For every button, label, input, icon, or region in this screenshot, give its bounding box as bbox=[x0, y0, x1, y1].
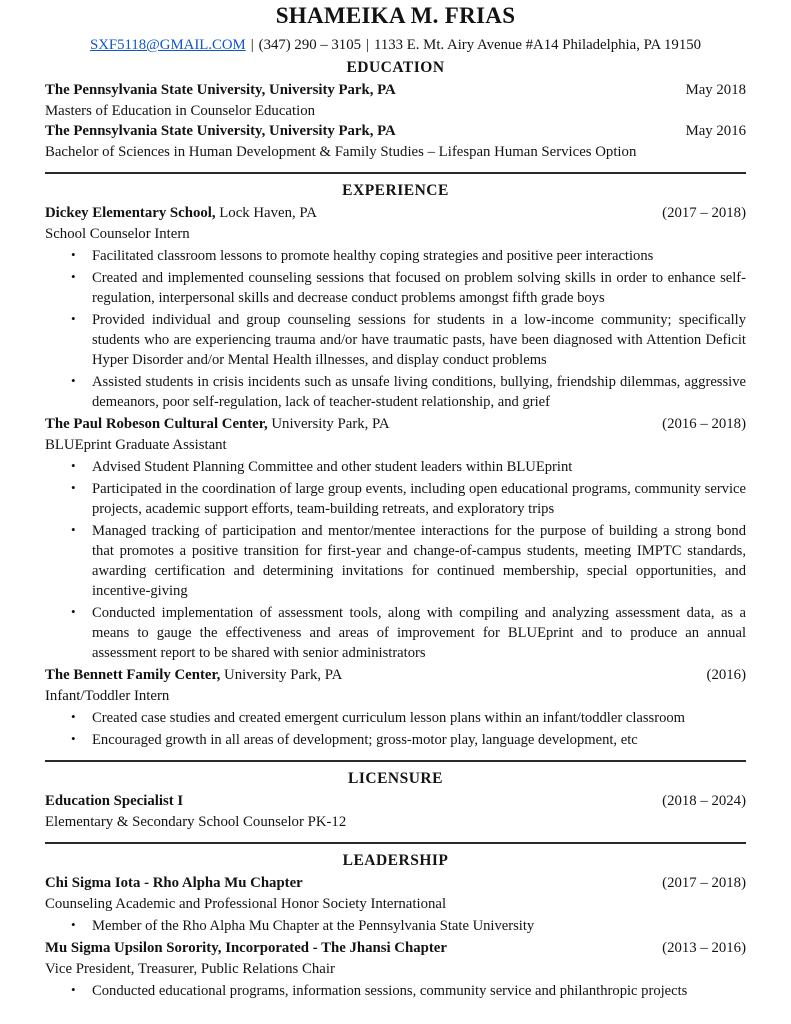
section-leadership bbox=[45, 851, 746, 1001]
bullet-item bbox=[45, 981, 746, 1001]
bullet-list bbox=[45, 981, 746, 1001]
entry-title bbox=[45, 203, 317, 224]
education-entry bbox=[45, 80, 746, 121]
section-heading-licensure: LICENSURE bbox=[348, 770, 443, 787]
bullet-marker: • bbox=[71, 917, 76, 932]
bullet-marker: • bbox=[71, 458, 76, 473]
entry-header bbox=[45, 873, 746, 894]
entry-header bbox=[45, 203, 746, 224]
bullet-marker: • bbox=[71, 247, 76, 262]
entry-header bbox=[45, 414, 746, 435]
section-heading-experience: EXPERIENCE bbox=[342, 182, 449, 199]
bullet-item bbox=[45, 310, 746, 370]
bullet-marker: • bbox=[71, 269, 76, 284]
leadership-entry bbox=[45, 873, 746, 936]
bullet-list bbox=[45, 916, 746, 936]
entry-subtitle: Vice President, Treasurer, Public Relations Chair bbox=[45, 960, 335, 977]
entry-subtitle: Counseling Academic and Professional Honor Society International bbox=[45, 895, 447, 912]
experience-entry bbox=[45, 665, 746, 750]
entry-subtitle: Masters of Education in Counselor Education bbox=[45, 102, 315, 119]
section-divider bbox=[45, 760, 746, 762]
entry-date: (2016 – 2018) bbox=[662, 416, 746, 432]
entry-org-location: University Park, PA bbox=[267, 416, 390, 432]
entry-role: School Counselor Intern bbox=[45, 225, 190, 242]
entry-org-name: Dickey Elementary School, bbox=[45, 205, 216, 221]
entry-license-name: Education Specialist I bbox=[45, 793, 184, 809]
address-text: 1133 E. Mt. Airy Avenue #A14 Philadelphia, PA 19150 bbox=[373, 37, 702, 53]
phone-text: (347) 290 – 3105 bbox=[258, 37, 362, 53]
bullet-item bbox=[45, 603, 746, 663]
section-education bbox=[45, 58, 746, 162]
entry-date: (2017 – 2018) bbox=[662, 875, 746, 891]
entry-header bbox=[45, 121, 746, 142]
bullet-marker: • bbox=[71, 522, 76, 537]
section-divider bbox=[45, 842, 746, 844]
bullet-list bbox=[45, 457, 746, 663]
email-link[interactable]: SXF5118@GMAIL.COM bbox=[89, 37, 246, 53]
entry-title bbox=[45, 80, 396, 101]
bullet-item bbox=[45, 246, 746, 266]
bullet-text: Facilitated classroom lessons to promote healthy coping strategies and positive peer interactions bbox=[92, 248, 654, 264]
entry-header bbox=[45, 80, 746, 101]
entry-subtitle: Bachelor of Sciences in Human Development & Family Studies – Lifespan Human Services Option bbox=[45, 143, 637, 160]
leadership-entry bbox=[45, 938, 746, 1001]
bullet-text: Conducted implementation of assessment tools, along with compiling and analyzing assessment data, as a means to gauge the effectiveness and areas of improvement for BLUEprint and to produce an annual assessment report to be shared with senior administrators bbox=[92, 605, 746, 661]
section-licensure bbox=[45, 769, 746, 832]
education-entry bbox=[45, 121, 746, 162]
entry-date: (2018 – 2024) bbox=[662, 793, 746, 809]
bullet-text: Created and implemented counseling sessions that focused on problem solving skills in order to enhance self-regulation, interpersonal skills and decrease conduct problems amongst fifth grade boys bbox=[92, 270, 746, 306]
bullet-marker: • bbox=[71, 982, 76, 997]
entry-org-location: University Park, PA bbox=[220, 667, 343, 683]
bullet-marker: • bbox=[71, 480, 76, 495]
entry-header bbox=[45, 665, 746, 686]
entry-date: May 2016 bbox=[685, 123, 746, 139]
entry-org-name: The Paul Robeson Cultural Center, bbox=[45, 416, 268, 432]
entry-title bbox=[45, 414, 390, 435]
entry-header bbox=[45, 791, 746, 812]
bullet-text: Participated in the coordination of large group events, including open educational programs, community service projects, academic support efforts, team-building retreats, and exploratory trips bbox=[92, 481, 746, 517]
entry-org-location: Lock Haven, PA bbox=[215, 205, 317, 221]
entry-date: (2017 – 2018) bbox=[662, 205, 746, 221]
bullet-text: Conducted educational programs, information sessions, community service and philanthropic projects bbox=[92, 983, 688, 999]
section-heading-leadership: LEADERSHIP bbox=[342, 852, 449, 869]
entry-org-name: Mu Sigma Upsilon Sorority, Incorporated - The Jhansi Chapter bbox=[45, 940, 447, 956]
bullet-item bbox=[45, 479, 746, 519]
bullet-item bbox=[45, 521, 746, 601]
entry-org-name: The Pennsylvania State University, University Park, PA bbox=[45, 82, 396, 98]
entry-org-name: Chi Sigma Iota - Rho Alpha Mu Chapter bbox=[45, 875, 303, 891]
entry-org-name: The Pennsylvania State University, University Park, PA bbox=[45, 123, 396, 139]
bullet-text: Assisted students in crisis incidents such as unsafe living conditions, bullying, friendship dilemmas, aggressive demeanors, poor self-regulation, lack of teacher-student relationship, and grief bbox=[92, 374, 746, 410]
entry-org-name: The Bennett Family Center, bbox=[45, 667, 221, 683]
entry-role: Infant/Toddler Intern bbox=[45, 687, 170, 704]
bullet-text: Managed tracking of participation and mentor/mentee interactions for the purpose of building a strong bond that promotes a positive transition for first-year and change-of-campus students, meeting IMPTC standards, awarding certification and determining invitations for continued membership, special opportunities, and incentive-giving bbox=[92, 523, 746, 599]
bullet-item bbox=[45, 730, 746, 750]
bullet-item bbox=[45, 372, 746, 412]
bullet-marker: • bbox=[71, 731, 76, 746]
contact-separator: | bbox=[250, 37, 254, 53]
entry-title bbox=[45, 938, 447, 959]
contact-separator: | bbox=[366, 37, 369, 53]
licensure-entry bbox=[45, 791, 746, 832]
bullet-text: Encouraged growth in all areas of development; gross-motor play, language development, etc bbox=[92, 732, 638, 748]
section-heading-education: EDUCATION bbox=[346, 59, 445, 76]
entry-title bbox=[45, 665, 342, 686]
bullet-marker: • bbox=[71, 311, 76, 326]
bullet-text: Provided individual and group counseling sessions for students in a low-income community; specifically students who are experiencing trauma and/or have traumatic pasts, have been diagnosed with Attention Deficit Hyper Disorder and/or Mental Health illnesses, and display conduct problems bbox=[92, 312, 746, 368]
bullet-text: Advised Student Planning Committee and other student leaders within BLUEprint bbox=[92, 459, 573, 475]
bullet-item bbox=[45, 268, 746, 308]
entry-role: BLUEprint Graduate Assistant bbox=[45, 436, 227, 453]
resume-name: SHAMEIKA M. FRIAS bbox=[275, 3, 516, 28]
bullet-item bbox=[45, 916, 746, 936]
bullet-list bbox=[45, 708, 746, 750]
entry-header bbox=[45, 938, 746, 959]
entry-date: (2016) bbox=[706, 667, 746, 683]
entry-title bbox=[45, 791, 183, 812]
experience-entry bbox=[45, 414, 746, 663]
entry-subtitle: Elementary & Secondary School Counselor PK-12 bbox=[45, 813, 347, 830]
entry-date: (2013 – 2016) bbox=[662, 940, 746, 956]
experience-entry bbox=[45, 203, 746, 412]
bullet-marker: • bbox=[71, 373, 76, 388]
bullet-marker: • bbox=[71, 604, 76, 619]
section-experience bbox=[45, 181, 746, 750]
bullet-text: Created case studies and created emergent curriculum lesson plans within an infant/toddler classroom bbox=[92, 710, 686, 726]
bullet-item bbox=[45, 457, 746, 477]
bullet-marker: • bbox=[71, 709, 76, 724]
entry-date: May 2018 bbox=[685, 82, 746, 98]
entry-title bbox=[45, 873, 303, 894]
bullet-item bbox=[45, 708, 746, 728]
entry-title bbox=[45, 121, 396, 142]
section-divider bbox=[45, 172, 746, 174]
bullet-list bbox=[45, 246, 746, 412]
bullet-text: Member of the Rho Alpha Mu Chapter at the Pennsylvania State University bbox=[92, 918, 535, 934]
contact-line bbox=[45, 35, 746, 55]
